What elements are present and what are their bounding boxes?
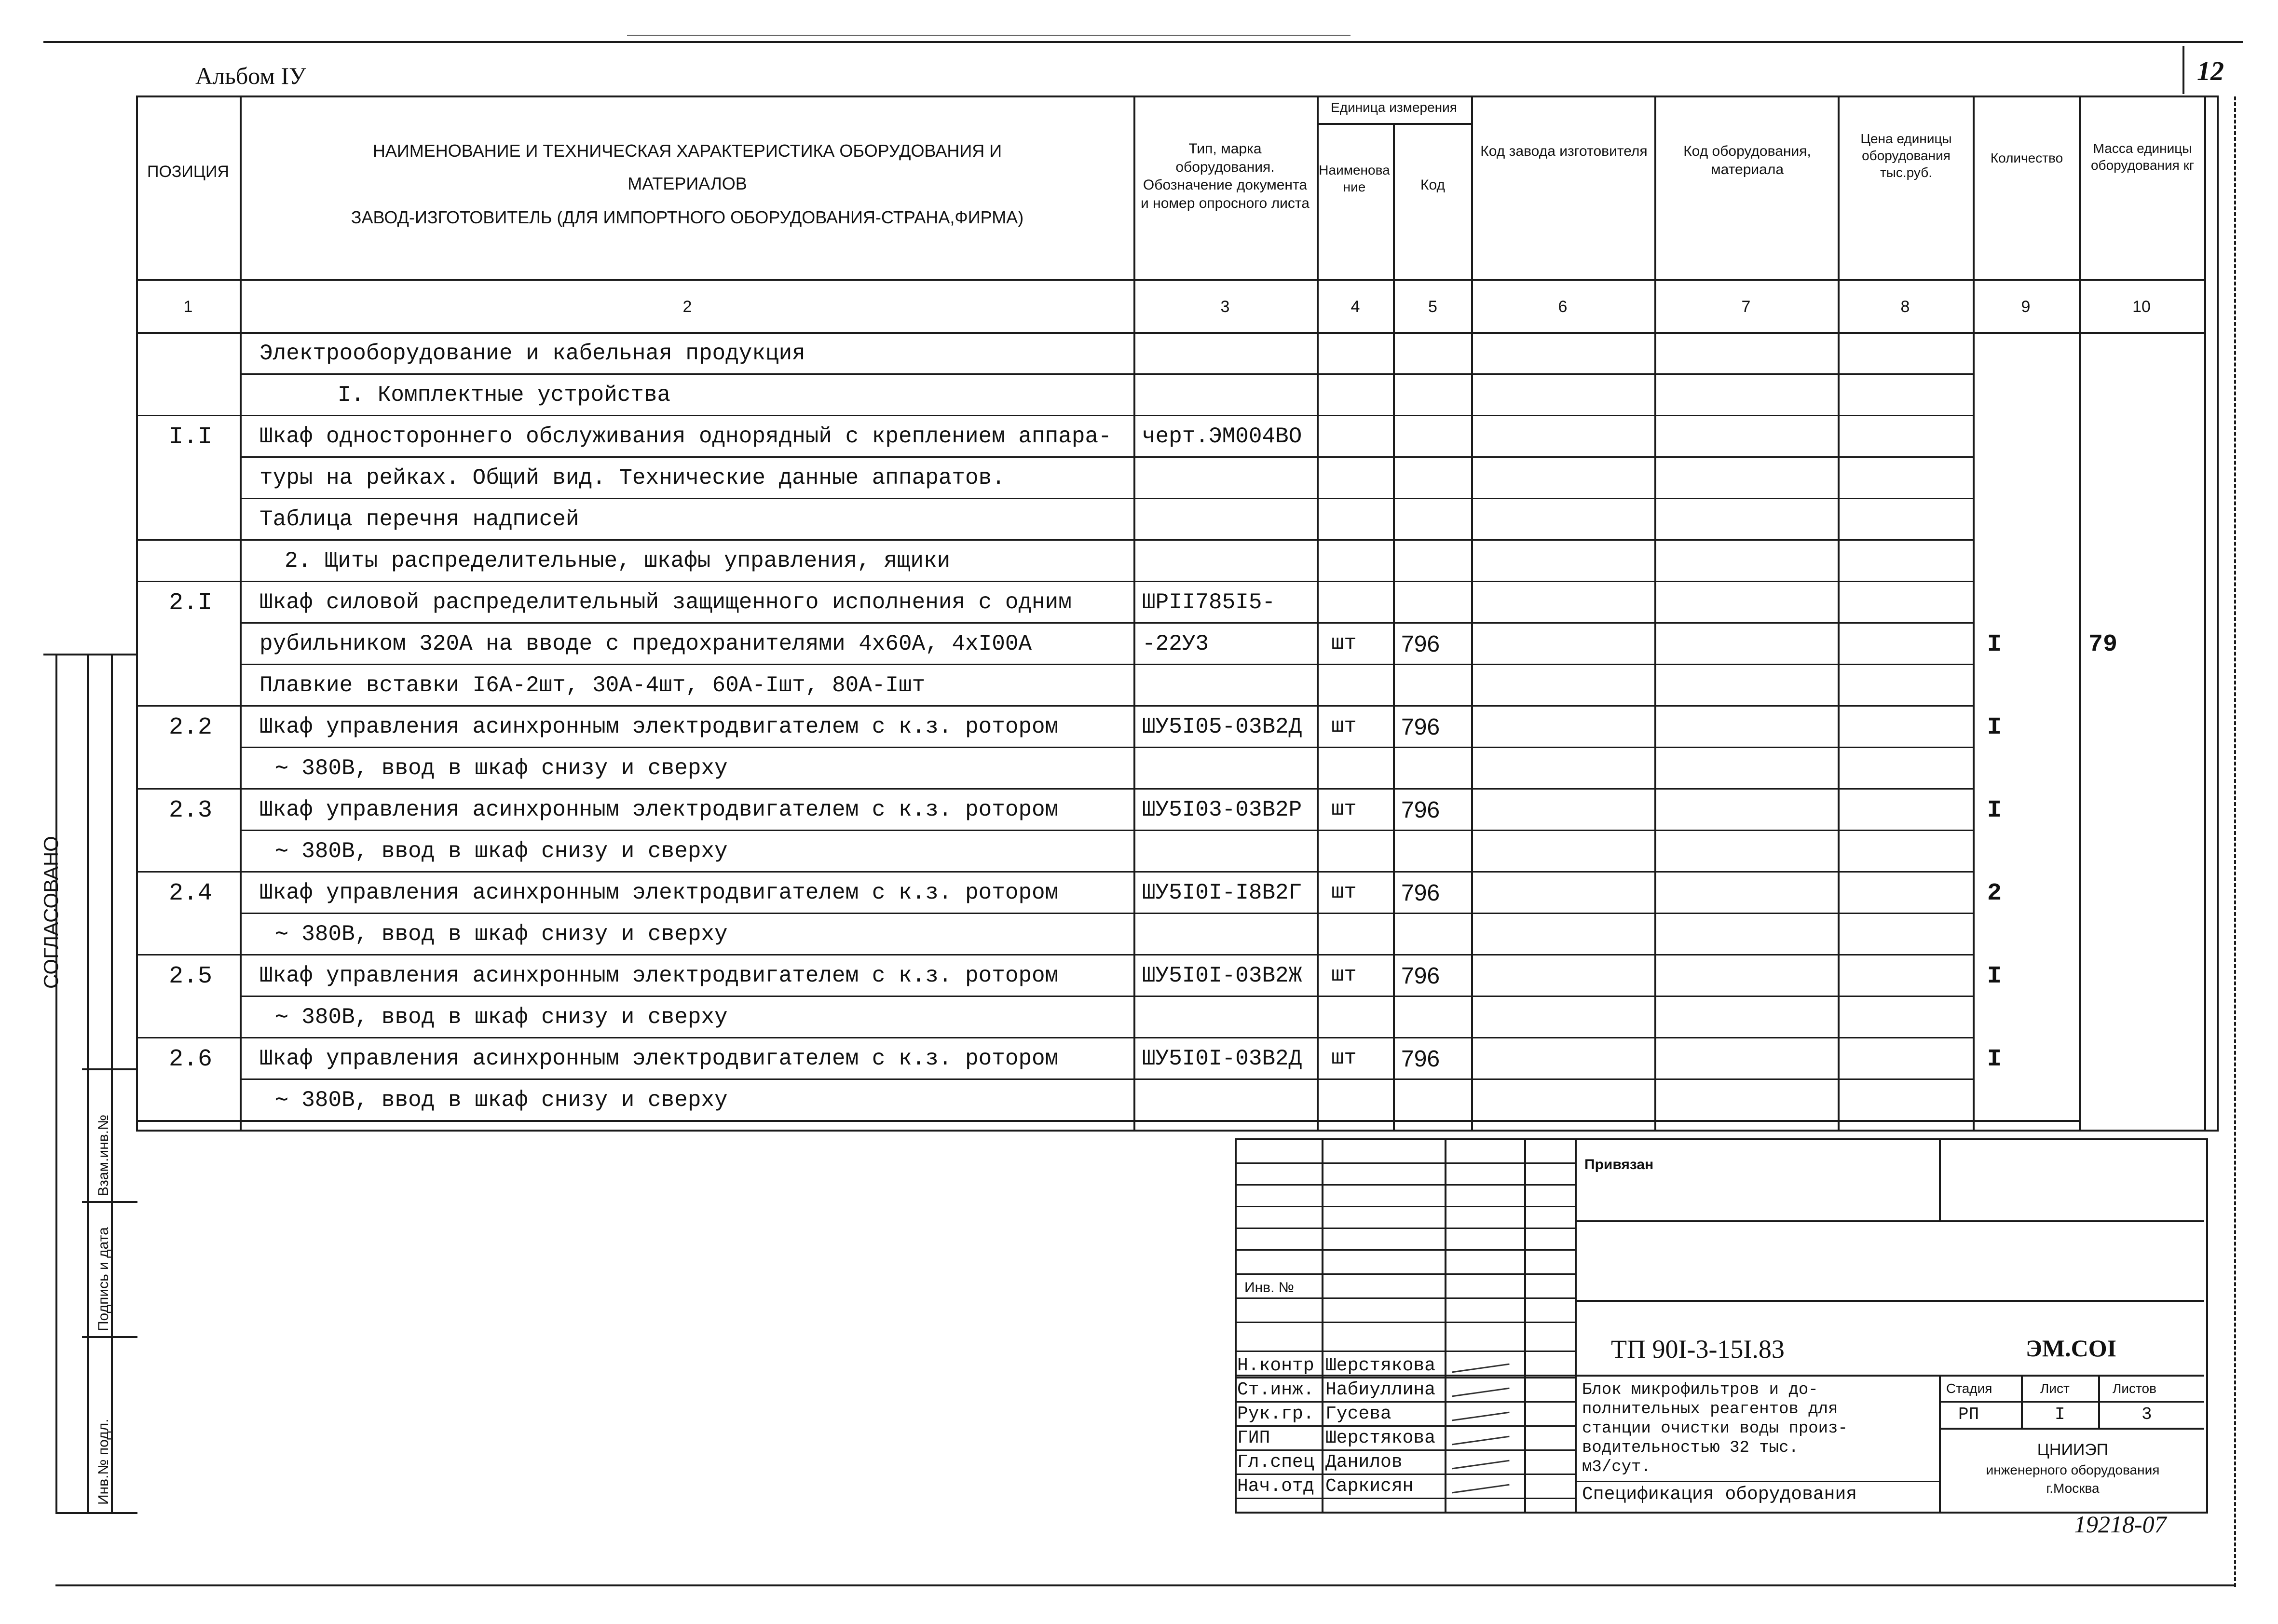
row-mass: 79	[2088, 631, 2118, 658]
tb-org-line2: инженерного оборудования	[1986, 1462, 2160, 1477]
position-divider	[136, 705, 240, 707]
row-type: черт.ЭМ004ВО	[1142, 424, 1302, 449]
archive-number: 19218-07	[2074, 1511, 2167, 1538]
row-unit-code: 796	[1401, 797, 1440, 823]
col-line-9	[2079, 96, 2081, 1130]
album-label: Альбом IУ	[195, 62, 306, 89]
row-divider	[240, 996, 1973, 997]
colnum-4: 4	[1350, 298, 1360, 316]
header-equipment-code: Код оборудования, материала	[1683, 143, 1811, 177]
tb-role-name: Гусева	[1325, 1404, 1391, 1424]
row-name: I. Комплектные устройства	[338, 382, 671, 408]
row-position: 2.5	[169, 963, 213, 990]
row-unit-code: 796	[1401, 963, 1440, 989]
row-divider	[240, 747, 1973, 748]
header-name-line3: ЗАВОД-ИЗГОТОВИТЕЛЬ (ДЛЯ ИМПОРТНОГО ОБОРУДОВАНИЯ-СТРАНА,ФИРМА)	[351, 207, 1024, 227]
tb-role: ГИП	[1237, 1428, 1270, 1448]
row-type: ШРII785I5-	[1142, 590, 1276, 615]
tb-row-line-2	[1235, 1184, 1575, 1186]
colnum-10: 10	[2132, 298, 2151, 316]
row-divider	[240, 664, 1973, 665]
tb-col-3	[1524, 1138, 1526, 1512]
row-name: туры на рейках. Общий вид. Технические данные аппаратов.	[259, 465, 1005, 491]
tb-description: Блок микрофильтров и до- полнительных реагентов для станции очистки воды произ- водительностью 32 тыс. м3/сут.	[1582, 1381, 1848, 1477]
tb-role-line	[1235, 1425, 1575, 1427]
row-divider	[240, 705, 1973, 707]
header-factory-code: Код завода изготовителя	[1480, 143, 1648, 159]
row-type: ШУ5I0I-I8В2Г	[1142, 880, 1302, 905]
row-unit: шт	[1331, 631, 1357, 655]
tb-role-name: Шерстякова	[1325, 1428, 1436, 1448]
header-bottom-line	[136, 279, 2206, 281]
tb-org-name: ЦНИИЭП	[2037, 1441, 2109, 1459]
row-name: Шкаф управления асинхронным электродвигателем с к.з. ротором	[259, 714, 1059, 739]
row-unit-code: 796	[1401, 1046, 1440, 1072]
position-divider	[136, 415, 240, 416]
header-unit-code: Код	[1420, 177, 1445, 193]
header-mass: Масса единицы оборудования кг	[2090, 141, 2195, 173]
row-name: Шкаф одностороннего обслуживания однорядный с креплением аппара-	[259, 424, 1112, 449]
row-position: 2.6	[169, 1046, 213, 1073]
col-line-8	[1973, 96, 1975, 1130]
row-quantity: I	[1987, 714, 2002, 741]
row-type: ШУ5I0I-03В2Д	[1142, 1046, 1302, 1071]
tb-org-city: г.Москва	[2046, 1481, 2100, 1496]
tb-note-line	[1575, 1220, 2204, 1222]
tb-row-line-9	[1235, 1351, 1575, 1352]
sheet-number-divider	[2183, 46, 2184, 94]
position-divider	[136, 332, 240, 333]
colnum-7: 7	[1741, 298, 1751, 316]
tb-row-line-5	[1235, 1249, 1575, 1251]
row-name: Шкаф управления асинхронным электродвигателем с к.з. ротором	[259, 880, 1059, 905]
tb-note-split	[1939, 1138, 1941, 1220]
right-border-line	[2234, 96, 2236, 1587]
tb-col-1	[1322, 1138, 1323, 1512]
tb-role-name: Шерстякова	[1325, 1355, 1436, 1376]
tb-stage-label: Стадия	[1946, 1381, 1992, 1396]
side-stamp-mid-line-2	[111, 654, 113, 1512]
header-type: Тип, марка оборудования. Обозначение документа и номер опросного листа	[1141, 141, 1310, 211]
row-divider	[240, 415, 1973, 416]
side-stamp-swap-inv: Взам.инв.№	[95, 1114, 111, 1196]
tb-sheet-label: Лист	[2040, 1381, 2070, 1396]
tb-spec-title: Спецификация оборудования	[1582, 1484, 1857, 1505]
position-divider	[136, 1037, 240, 1038]
header-unit-group: Единица измерения	[1331, 100, 1457, 115]
side-stamp-divider-2	[82, 1201, 137, 1203]
row-name: ∼ 380В, ввод в шкаф снизу и сверху	[275, 1088, 728, 1113]
tb-role-line	[1235, 1401, 1575, 1403]
row-unit-code: 796	[1401, 880, 1440, 906]
row-name: ∼ 380В, ввод в шкаф снизу и сверху	[275, 1005, 728, 1030]
tb-code-bottom-line	[1575, 1375, 2204, 1377]
side-stamp-divider-3	[82, 1336, 137, 1338]
colnum-8: 8	[1900, 298, 1910, 316]
tb-sheets-value: 3	[2142, 1405, 2152, 1424]
col-line-6	[1654, 96, 1656, 1130]
row-divider	[240, 913, 1973, 914]
colnum-3: 3	[1220, 298, 1230, 316]
tb-sheet-code: ЭМ.СОI	[2026, 1335, 2117, 1362]
row-divider	[240, 581, 1973, 582]
tb-role-name: Набиуллина	[1325, 1379, 1436, 1400]
row-unit: шт	[1331, 797, 1357, 821]
unit-group-line	[1317, 123, 1471, 125]
side-stamp-mid-line	[87, 654, 89, 1512]
row-name: ∼ 380В, ввод в шкаф снизу и сверху	[275, 756, 728, 781]
row-name: рубильником 320А на вводе с предохранителями 4х60А, 4хI00А	[259, 631, 1032, 656]
tb-stage-value: РП	[1958, 1405, 1979, 1424]
header-quantity: Количество	[1990, 150, 2063, 165]
header-position: ПОЗИЦИЯ	[147, 163, 229, 181]
side-stamp-bottom-line	[55, 1512, 137, 1514]
table-body-bottom-line	[136, 1120, 2079, 1122]
tb-row-line-6	[1235, 1273, 1575, 1275]
tb-role: Гл.спец	[1237, 1452, 1314, 1473]
position-divider	[136, 954, 240, 955]
row-name: Плавкие вставки I6А-2шт, 30А-4шт, 60А-Iшт, 80А-Iшт	[259, 673, 926, 698]
tb-row-line-3	[1235, 1206, 1575, 1207]
row-divider	[240, 830, 1973, 831]
row-type: ШУ5I0I-03В2Ж	[1142, 963, 1302, 988]
col-line-3	[1317, 96, 1319, 1130]
row-type: -22У3	[1142, 631, 1209, 656]
row-divider	[240, 1037, 1973, 1038]
tb-role: Ст.инж.	[1237, 1379, 1314, 1400]
side-stamp-top-line	[43, 654, 137, 655]
row-name: Шкаф управления асинхронным электродвигателем с к.з. ротором	[259, 1046, 1059, 1071]
colnum-1: 1	[183, 298, 193, 316]
row-unit-code: 796	[1401, 631, 1440, 657]
row-divider	[240, 1078, 1973, 1080]
row-divider	[240, 456, 1973, 458]
colnum-5: 5	[1428, 298, 1437, 316]
tb-role-line	[1235, 1498, 1575, 1499]
position-divider	[136, 871, 240, 873]
row-name: ∼ 380В, ввод в шкаф снизу и сверху	[275, 839, 728, 864]
side-stamp-sign-date: Подпись и дата	[95, 1227, 111, 1331]
header-name-line2: МАТЕРИАЛОВ	[627, 174, 747, 193]
row-divider	[240, 871, 1973, 873]
tb-row-line-1	[1235, 1162, 1575, 1164]
row-quantity: I	[1987, 797, 2002, 824]
row-unit: шт	[1331, 714, 1357, 738]
row-name: Шкаф управления асинхронным электродвигателем с к.з. ротором	[259, 963, 1059, 988]
tb-doc-code: ТП 90I-3-15I.83	[1611, 1335, 1785, 1364]
row-position: 2.2	[169, 714, 213, 741]
row-name: Шкаф управления асинхронным электродвигателем с к.з. ротором	[259, 797, 1059, 822]
tb-stage-mid-line	[1939, 1401, 2204, 1403]
header-name-line1: НАИМЕНОВАНИЕ И ТЕХНИЧЕСКАЯ ХАРАКТЕРИСТИКА ОБОРУДОВАНИЯ И	[372, 141, 1002, 161]
sheet-number: 12	[2197, 56, 2224, 86]
row-name: Электрооборудование и кабельная продукция	[259, 341, 805, 366]
tb-role-line	[1235, 1449, 1575, 1451]
row-unit: шт	[1331, 1046, 1357, 1070]
tb-sheet-value: I	[2055, 1405, 2065, 1424]
header-price: Цена единицы оборудования тыс.руб.	[1860, 131, 1952, 180]
tb-col-4	[1575, 1138, 1577, 1512]
row-quantity: I	[1987, 1046, 2002, 1073]
tb-sheets-label: Листов	[2113, 1381, 2156, 1396]
tb-role: Н.контр	[1237, 1355, 1314, 1376]
row-quantity: I	[1987, 631, 2002, 658]
row-name: 2. Щиты распределительные, шкафы управления, ящики	[285, 548, 951, 573]
side-stamp-divider-1	[82, 1068, 137, 1070]
tb-col-2	[1445, 1138, 1446, 1512]
tb-row-line-7	[1235, 1297, 1575, 1299]
tb-role-line	[1235, 1474, 1575, 1475]
tb-role-line	[1235, 1377, 1575, 1378]
top-border-line	[43, 41, 2243, 43]
row-name: Шкаф силовой распределительный защищенного исполнения с одним	[259, 590, 1072, 615]
colnum-9: 9	[2021, 298, 2031, 316]
col-line-5	[1471, 96, 1473, 1130]
colnum-2: 2	[682, 298, 692, 316]
tb-role-name: Данилов	[1325, 1452, 1403, 1473]
position-divider	[136, 539, 240, 541]
row-quantity: I	[1987, 963, 2002, 990]
row-position: 2.I	[169, 589, 213, 617]
side-stamp-left-line	[55, 654, 57, 1512]
row-position: 2.4	[169, 880, 213, 907]
col-line-1	[240, 96, 242, 1130]
col-line-10	[2204, 96, 2206, 1130]
colnum-6: 6	[1558, 298, 1568, 316]
row-type: ШУ5I03-03В2Р	[1142, 797, 1302, 822]
tb-note-label: Привязан	[1584, 1157, 1654, 1173]
side-stamp-agreed: СОГЛАСОВАНО	[40, 836, 62, 989]
row-unit-code: 796	[1401, 714, 1440, 740]
row-unit: шт	[1331, 880, 1357, 904]
row-position: I.I	[169, 423, 213, 451]
row-divider	[240, 788, 1973, 790]
tb-row-line-4	[1235, 1228, 1575, 1229]
col-line-4	[1393, 123, 1395, 1130]
row-divider	[240, 539, 1973, 541]
top-border-line-faint	[627, 35, 1350, 36]
tb-row-line-8	[1235, 1322, 1575, 1323]
row-unit: шт	[1331, 963, 1357, 987]
header-unit-name: Наименование	[1319, 163, 1390, 194]
number-row-bottom-line	[136, 332, 2206, 334]
col-line-2	[1133, 96, 1135, 1130]
row-quantity: 2	[1987, 880, 2002, 907]
tb-inv-label: Инв. №	[1244, 1280, 1294, 1296]
bottom-border-line	[55, 1584, 2236, 1586]
row-divider	[240, 954, 1973, 955]
tb-role: Рук.гр.	[1237, 1404, 1314, 1424]
position-divider	[136, 788, 240, 790]
side-stamp-orig-inv: Инв.№ подл.	[95, 1419, 111, 1505]
row-divider	[240, 373, 1973, 375]
tb-role-name: Саркисян	[1325, 1476, 1414, 1497]
tb-stage-split	[1939, 1375, 1941, 1512]
row-divider	[240, 498, 1973, 499]
tb-role: Нач.отд	[1237, 1476, 1314, 1497]
row-divider	[240, 622, 1973, 624]
tb-stage-bottom-line	[1939, 1428, 2204, 1430]
tb-code-top-line	[1575, 1300, 2204, 1302]
col-line-7	[1838, 96, 1840, 1130]
tb-spec-line	[1575, 1481, 1939, 1482]
row-name: ∼ 380В, ввод в шкаф снизу и сверху	[275, 922, 728, 947]
row-name: Таблица перечня надписей	[259, 507, 579, 532]
row-position: 2.3	[169, 797, 213, 824]
position-divider	[136, 581, 240, 582]
row-type: ШУ5I05-03В2Д	[1142, 714, 1302, 739]
